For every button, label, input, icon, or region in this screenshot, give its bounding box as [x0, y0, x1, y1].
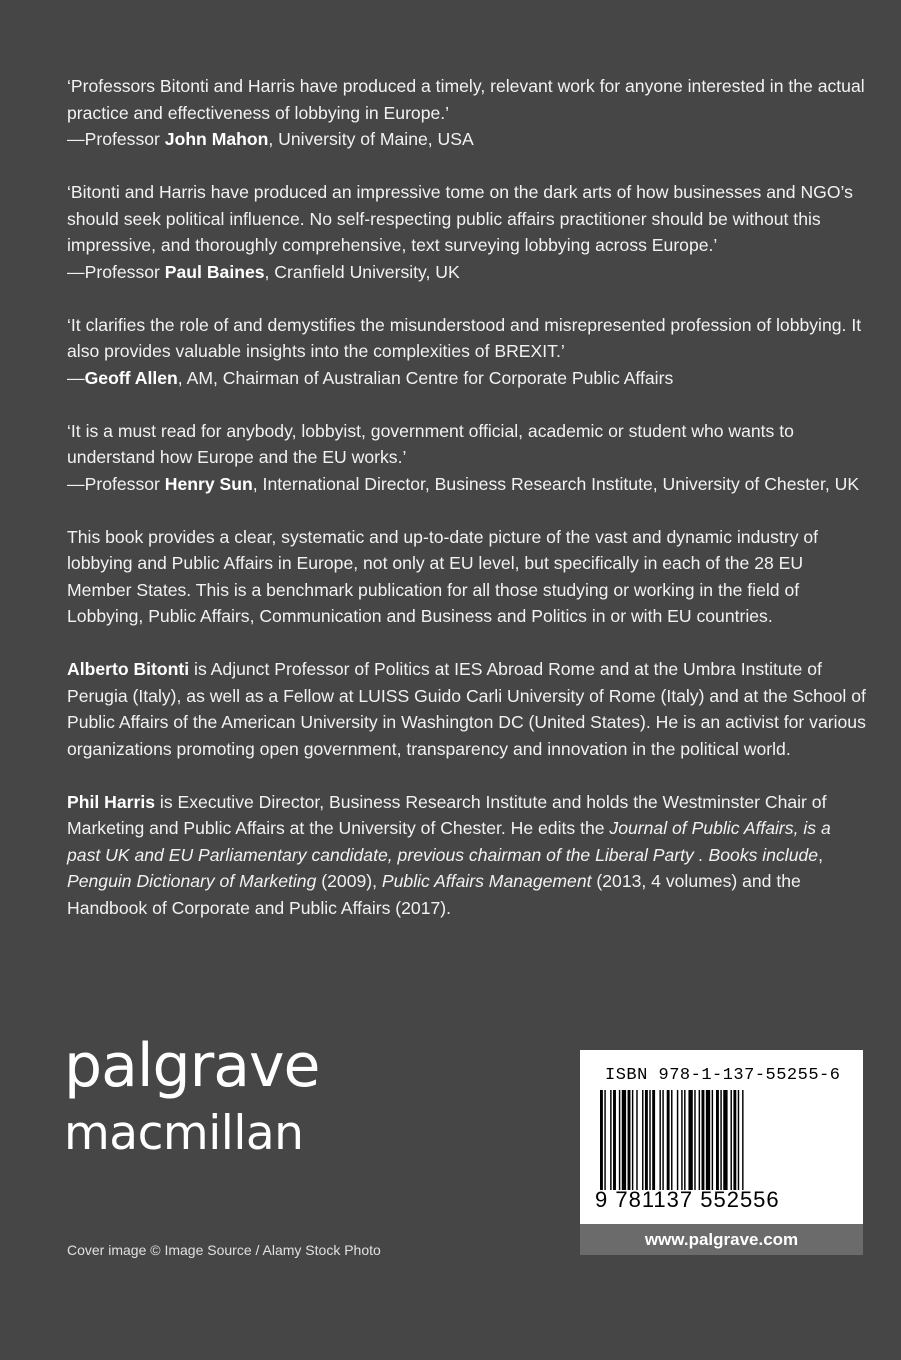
- barcode-background: [580, 1050, 863, 1224]
- author-bio-part: (2013, 4 volumes) and the Handbook of Corporate and Public Affairs (2017).: [67, 871, 801, 918]
- description-text: This book provides a clear, systematic and up-to-date picture of the vast and dynamic industry of lobbying and Public Affairs in Europe, not only at EU level, but specifically in each of the 28 EU Member States. This is a benchmark publication for all those studying or working in the field of Lobbying, Public Affairs, Communication and Business and Politics in or with EU countries.: [67, 526, 819, 626]
- logo-line-2: macmillan: [64, 1106, 304, 1161]
- quote-attribution: [67, 365, 867, 392]
- author-bio-part: (2009),: [316, 871, 382, 891]
- attribution-prefix: —Professor: [67, 261, 165, 282]
- quote-2: [67, 179, 867, 285]
- attribution-affiliation: , Cranfield University, UK: [264, 261, 460, 282]
- isbn-label: ISBN 978-1-137-55255-6: [605, 1066, 841, 1085]
- author-bio-italic: Journal of Public Affairs, is a past UK and EU Parliamentary candidate, previous chairman of the Liberal Party . Books include: [67, 818, 831, 865]
- attribution-affiliation: , University of Maine, USA: [268, 129, 474, 149]
- quote-3: [67, 312, 867, 392]
- quote-text: ‘Professors Bitonti and Harris have produced a timely, relevant work for anyone interested in the actual practice and effectiveness of lobbying in Europe.’: [67, 76, 865, 123]
- bio-text: [67, 656, 867, 762]
- publisher-website: www.palgrave.com: [580, 1224, 863, 1255]
- author-name: Alberto Bitonti: [67, 659, 190, 679]
- book-title: Public Affairs Management: [381, 871, 592, 891]
- author-bio-part: ,: [818, 844, 823, 865]
- quote-4: [67, 418, 867, 498]
- book-description: [67, 524, 867, 630]
- back-cover-text: [67, 73, 867, 948]
- cover-image-credit: Cover image © Image Source / Alamy Stock Photo: [67, 1242, 381, 1258]
- author-bio-bitonti: [67, 656, 867, 762]
- attribution-prefix: —Professor: [67, 473, 165, 494]
- quote-attribution: [67, 259, 867, 286]
- attribution-name: John Mahon: [164, 129, 269, 149]
- quote-attribution: [67, 471, 867, 498]
- attribution-affiliation: , International Director, Business Research Institute, University of Chester, UK: [252, 473, 860, 494]
- author-bio-part: is Executive Director, Business Research Institute and holds the Westminster Chair of Marketing and Public Affairs at the University of Chester. He edits the: [67, 791, 827, 838]
- logo-line-1: palgrave: [64, 1031, 320, 1101]
- attribution-name: Geoff Allen: [84, 367, 178, 388]
- barcode-icon: [600, 1090, 815, 1190]
- quote-text: ‘Bitonti and Harris have produced an impressive tome on the dark arts of how businesses and NGO’s should seek political influence. No self-respecting public affairs practitioner should be without this impressive, and thoroughly comprehensive, text surveying lobbying across Europe.’: [67, 182, 853, 255]
- attribution-affiliation: , AM, Chairman of Australian Centre for Corporate Public Affairs: [177, 367, 674, 388]
- quote-attribution: [67, 126, 867, 153]
- author-name: Phil Harris: [67, 791, 156, 812]
- bio-text: [67, 789, 867, 922]
- isbn-barcode-panel: [580, 1050, 863, 1255]
- author-bio: is Adjunct Professor of Politics at IES Abroad Rome and at the Umbra Institute of Perugia (Italy), as well as a Fellow at LUISS Guido Carli University of Rome (Italy) and at the School of Public Affairs of the American University in Washington DC (United States). He is an activist for various organizations promoting open government, transparency and innovation in the political world.: [67, 659, 866, 759]
- quote-text: ‘It is a must read for anybody, lobbyist, government official, academic or student who wants to understand how Europe and the EU works.’: [67, 420, 794, 467]
- barcode-number: 9 781137 552556: [595, 1187, 780, 1212]
- publisher-logo: [64, 1031, 320, 1161]
- attribution-prefix: —Professor: [67, 129, 165, 149]
- quote-text: ‘It clarifies the role of and demystifies the misunderstood and misrepresented profession of lobbying. It also provides valuable insights into the complexities of BREXIT.’: [67, 314, 862, 361]
- quote-1: [67, 73, 867, 153]
- attribution-prefix: —: [67, 367, 85, 388]
- attribution-name: Henry Sun: [164, 473, 253, 494]
- book-title: Penguin Dictionary of Marketing: [67, 871, 317, 891]
- author-bio-harris: [67, 789, 867, 922]
- attribution-name: Paul Baines: [164, 261, 265, 282]
